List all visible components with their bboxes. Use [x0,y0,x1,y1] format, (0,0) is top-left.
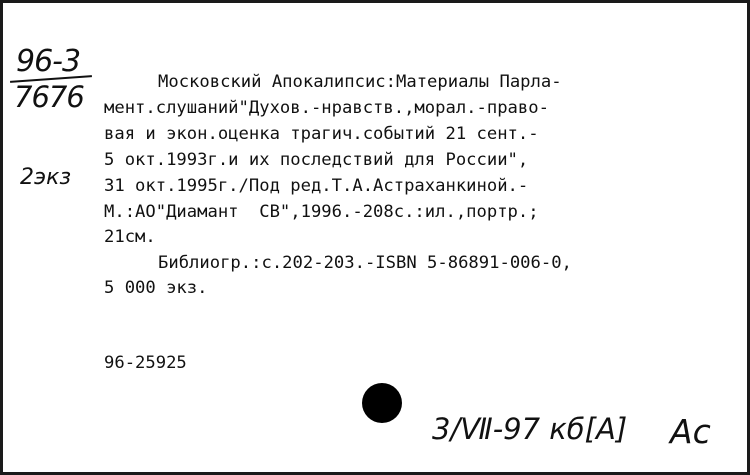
text-line-2: мент.слушаний"Духов.-нравств.,морал.-право- [104,98,549,118]
card-border-left [0,0,3,475]
card-border-top [0,0,750,3]
copies-note: 2экз [20,165,72,190]
text-line-3: вая и экон.оценка трагич.событий 21 сент.- [104,124,539,144]
text-line-9: 5 000 экз. [104,278,208,298]
text-line-1: Московский Апокалипсис:Материалы Парла- [158,72,562,92]
text-line-5: 31 окт.1995г./Под ред.Т.А.Астраханкиной.- [104,176,529,196]
card-number: 96-25925 [104,353,187,373]
text-line-7: 21см. [104,227,156,247]
text-line-6: М.:АО"Диамант СВ",1996.-208с.:ил.,портр.; [104,202,539,222]
handwritten-date-note: 3/Ⅶ-97 кб[А] [432,412,628,446]
author-mark: 7676 [14,80,84,114]
text-line-8: Библиогр.:с.202-203.-ISBN 5-86891-006-0, [158,253,572,273]
text-line-4: 5 окт.1993г.и их последствий для России", [104,150,529,170]
handwritten-initials: Ас [670,412,711,451]
punch-hole [362,383,402,423]
class-number: 96-3 [16,44,81,79]
